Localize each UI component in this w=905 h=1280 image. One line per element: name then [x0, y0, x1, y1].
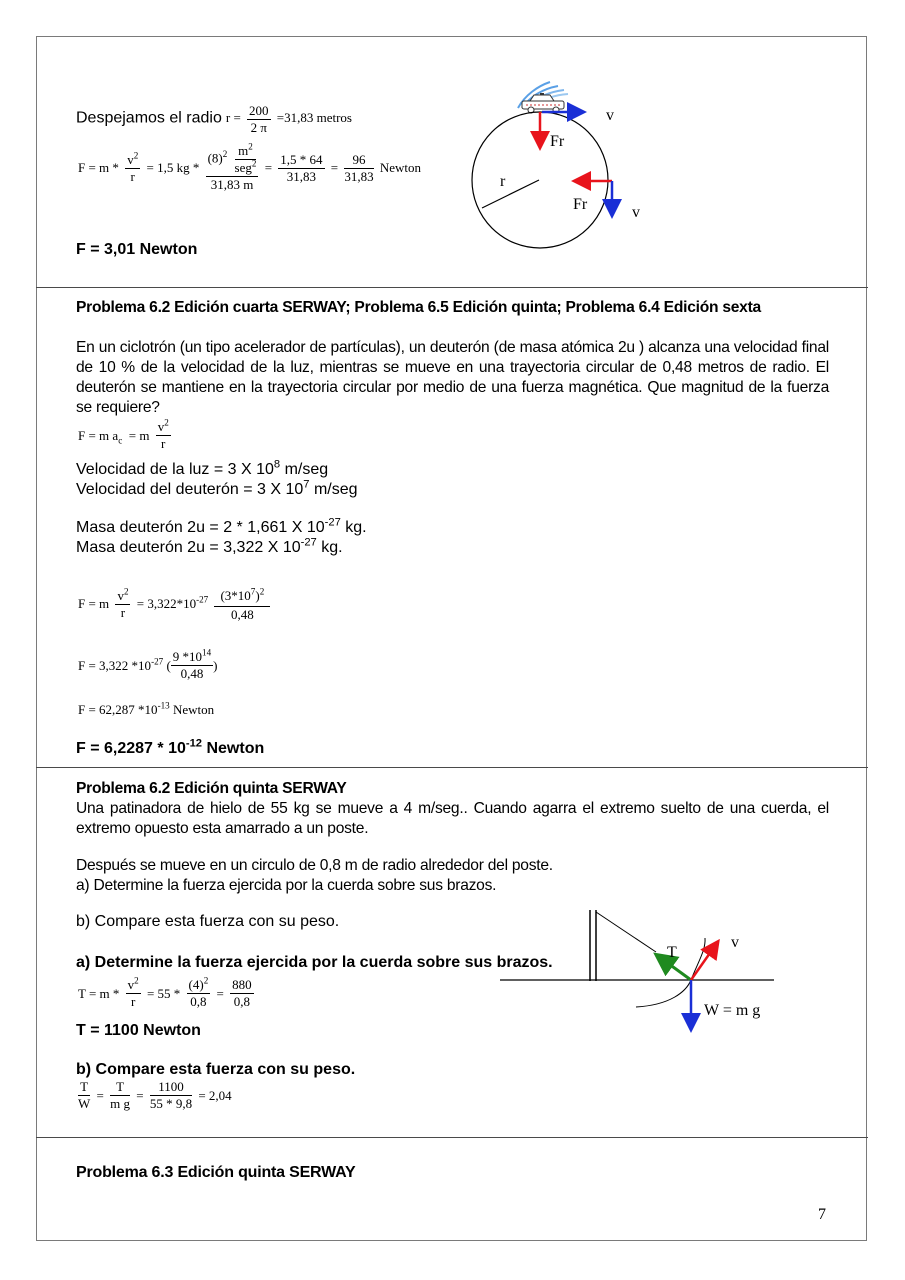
- problem-statement: Una patinadora de hielo de 55 kg se mueve a 4 m/seg.. Cuando agarra el extremo suelto de una cuerda, el extremo opuesto esta amarrado a un poste.: [76, 800, 829, 837]
- force-result: F = 3,01 Newton: [76, 241, 198, 258]
- tension-equation: T = m * $\frac{v^2}{r}$ = 55 * $\frac{(4)^2}{0,8}$ = $\frac{880}{0,8}$: [78, 975, 252, 1009]
- radius-result: =31,83 metros: [276, 110, 352, 126]
- radius-fraction: $\frac{200}{2 \pi}$: [249, 103, 269, 135]
- svg-text:v: v: [606, 107, 614, 124]
- svg-text:Fr: Fr: [550, 133, 565, 150]
- svg-text:W = m g: W = m g: [704, 1002, 761, 1019]
- calc-fraction: $\frac{1,5 * 64}{31,83}$: [280, 151, 323, 184]
- circular-motion-diagram: [470, 80, 670, 270]
- force-calc-2: F = 3,322 $*10^{-27}$ ( $\frac{9 *10^{14}}{0,48}$ ): [78, 647, 218, 681]
- force-result: $F = 6,2287 * 10^{-12}$ Newton: [76, 737, 265, 757]
- ratio-equation: $\frac{T}{W}$ = $\frac{T}{\text{m g}}$ = $\frac{1100}{55 * 9,8}$ = 2,04: [78, 1079, 232, 1111]
- part-b-question: b) Compare esta fuerza con su peso.: [76, 913, 340, 930]
- problem-title: Problema 6.3 Edición quinta SERWAY: [76, 1164, 356, 1181]
- svg-text:T: T: [667, 944, 677, 961]
- svg-text:v: v: [731, 934, 739, 951]
- centripetal-formula: F = m $a_c = m$ $\frac{v^2}{r}$: [78, 417, 169, 451]
- circle-radius-line: Después se mueve en un circulo de 0,8 m de radio alrededor del poste.: [76, 857, 553, 874]
- radius-lhs: r =: [225, 110, 241, 126]
- radius-equation-line: [76, 104, 352, 135]
- page-number: 7: [818, 1206, 826, 1223]
- svg-text:v: v: [632, 204, 640, 221]
- problem-title: Problema 6.2 Edición cuarta SERWAY; Problema 6.5 Edición quinta; Problema 6.4 Edición sexta: [76, 299, 761, 316]
- velocity-squared-over-radius-fraction: $(8)^2$ $\frac{m^2}{seg^2}$ 31,83 m: [207, 141, 257, 192]
- part-a-heading: a) Determine la fuerza ejercida por la cuerda sobre sus brazos.: [76, 954, 553, 971]
- force-calc-3: F = 62,287 $*10^{-13}$ Newton: [78, 700, 215, 717]
- result-fraction: $\frac{96}{31,83}$: [344, 151, 374, 184]
- svg-text:Fr: Fr: [573, 196, 588, 213]
- section-divider-3: [36, 1137, 868, 1138]
- v2-over-r-fraction: $\frac{v^2}{r}$: [127, 150, 139, 184]
- tension-result: T = 1100 Newton: [76, 1022, 201, 1039]
- force-equation: F = m * $\frac{v^2}{r}$ = 1,5 kg * $(8)^2$ $\frac{m^2}{seg^2}$ 31,83 m = $\frac{1,5 * 64}{31,83}$ = $\frac{96}{31,83}$ Newton: [78, 141, 422, 192]
- skater-force-diagram: [490, 900, 790, 1040]
- section-divider-2: [36, 767, 868, 768]
- part-a-question: a) Determine la fuerza ejercida por la cuerda sobre sus brazos.: [76, 877, 497, 894]
- force-calc-1: F = m $\frac{v^2}{r}$ = $3,322*10^{-27}$ $\frac{(3*10^7)^2}{0,48}$: [78, 586, 273, 622]
- section-divider-1: [36, 287, 868, 288]
- deuteron-mass-line-1: Masa deuterón 2u = 2 * 1,661 X $10^{-27}$ kg.: [76, 516, 367, 536]
- rope-line: [596, 912, 656, 952]
- deuteron-mass-line-2: Masa deuterón 2u = 3,322 X $10^{-27}$ kg.: [76, 536, 343, 556]
- despejamos-label: Despejamos el radio: [76, 109, 222, 127]
- part-b-heading: b) Compare esta fuerza con su peso.: [76, 1061, 356, 1078]
- light-speed-line: Velocidad de la luz = 3 X $10^8$ m/seg: [76, 458, 329, 478]
- svg-text:r: r: [500, 173, 506, 190]
- deuteron-speed-line: Velocidad del deuterón = 3 X $10^7$ m/seg: [76, 478, 358, 498]
- problem-title: Problema 6.2 Edición quinta SERWAY: [76, 780, 347, 797]
- problem-statement: En un ciclotrón (un tipo acelerador de partículas), un deuterón (de masa atómica 2u ) alcanza una velocidad final de 10 % de la velocidad de la luz, mientras se mueve en una trayectoria circular de 0,48 metros de radio. El deuterón se mantiene en la trayectoria circular por medio de una fuerza magnética. Que magnitud de la fuerza se requiere?: [76, 339, 829, 416]
